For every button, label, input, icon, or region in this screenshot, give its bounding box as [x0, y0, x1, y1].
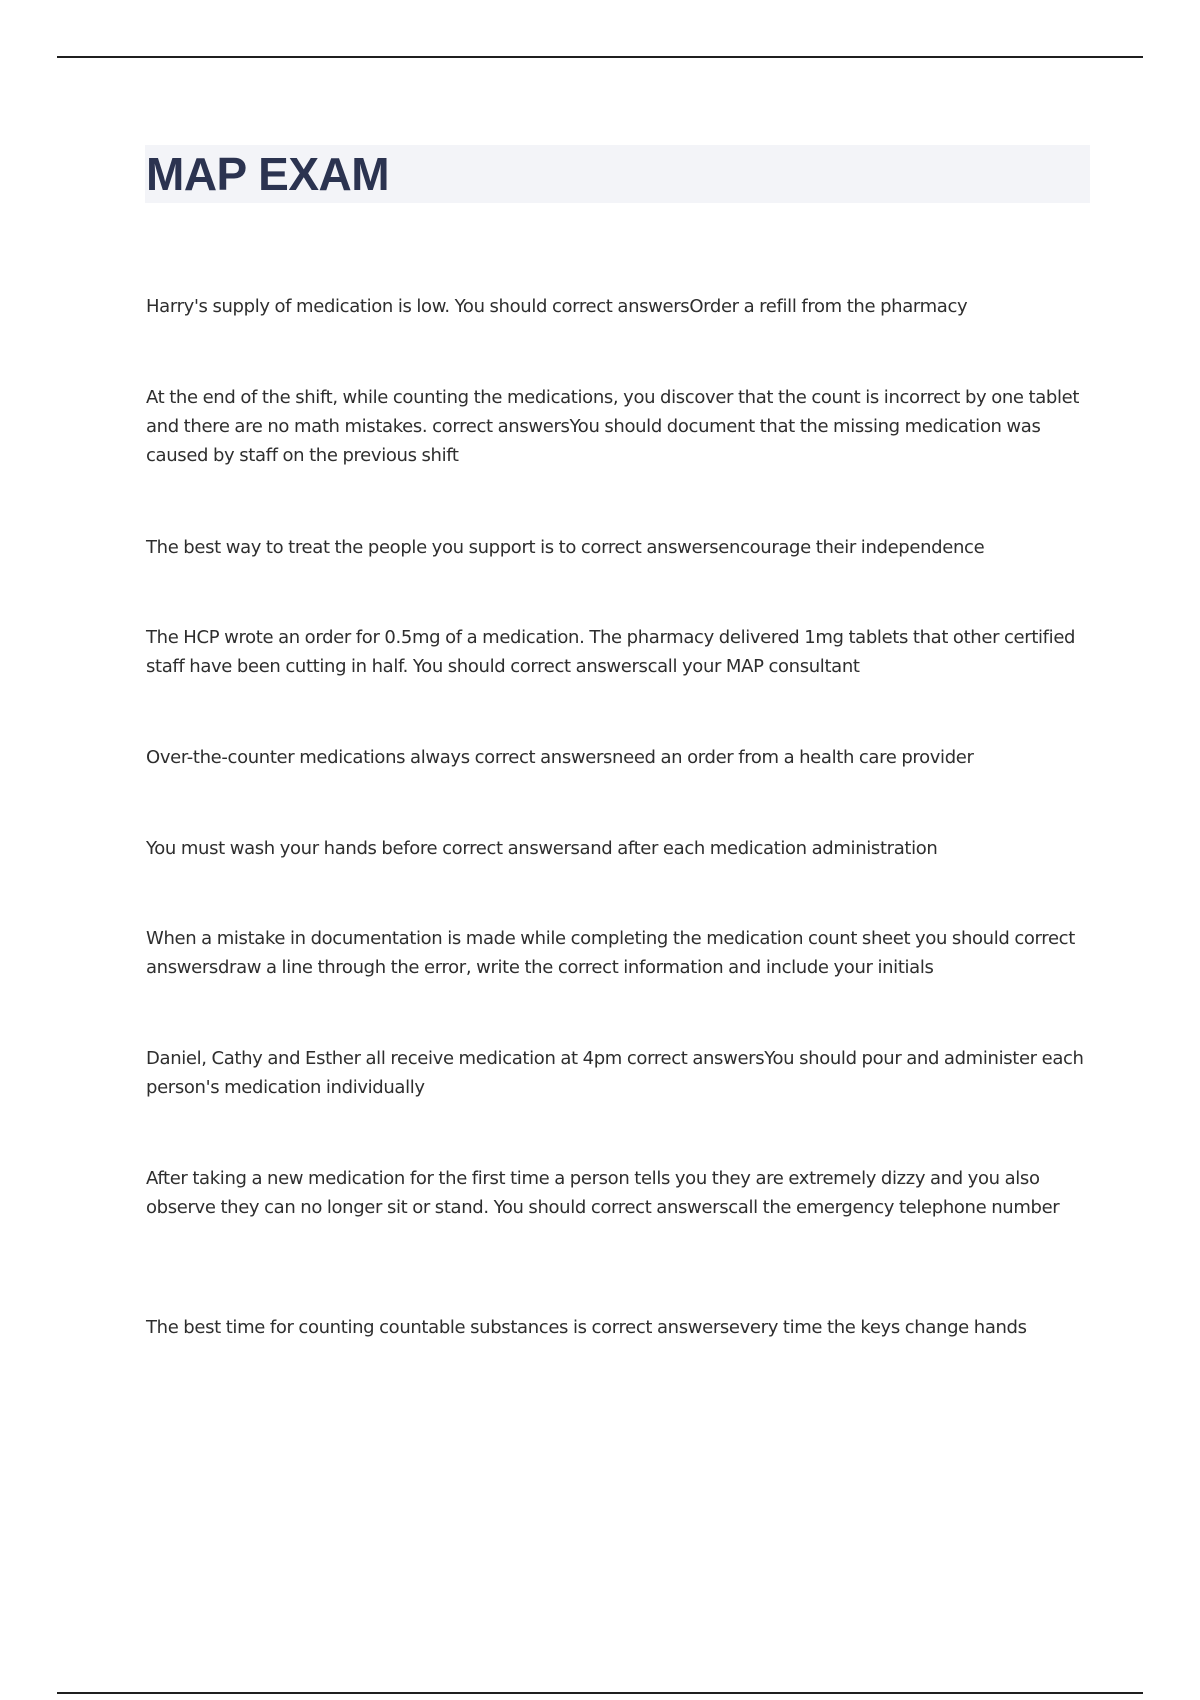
answer-marker: correct answers — [432, 416, 570, 437]
question-text: After taking a new medication for the first time a person tells you they are extremely dizzy and you also observe they can no longer sit or stand. You should — [146, 1168, 1040, 1218]
qa-item — [146, 834, 1086, 863]
top-rule — [57, 56, 1143, 58]
question-text: The best time for counting countable substances is — [146, 1317, 587, 1338]
answer-text: You should pour and administer each person's medication individually — [146, 1048, 1084, 1098]
answer-text: encourage their independence — [718, 537, 985, 558]
answer-marker: correct answers — [591, 1317, 729, 1338]
answer-marker: correct answers — [442, 838, 580, 859]
question-text: Harry's supply of medication is low. You should — [146, 296, 548, 317]
question-text: The best way to treat the people you support is to — [146, 537, 577, 558]
answer-marker: correct answers — [146, 928, 1075, 978]
answer-text: draw a line through the error, write the correct information and include your initials — [217, 957, 934, 978]
qa-item — [146, 1313, 1086, 1342]
question-text: Over-the-counter medications always — [146, 747, 470, 768]
question-text: Daniel, Cathy and Esther all receive medication at 4pm — [146, 1048, 622, 1069]
qa-item — [146, 292, 1086, 321]
answer-text: every time the keys change hands — [728, 1317, 1027, 1338]
answer-marker: correct answers — [474, 747, 613, 768]
question-text: At the end of the shift, while counting the medications, you discover that the count is incorrect by one tablet and there are no math mistakes. — [146, 387, 1080, 437]
qa-item — [146, 1044, 1086, 1102]
answer-text: call your MAP consultant — [647, 656, 860, 677]
answer-marker: correct answers — [590, 1197, 729, 1218]
qa-item — [146, 743, 1086, 772]
answer-marker: correct answers — [510, 656, 648, 677]
question-text: You must wash your hands before — [146, 838, 438, 859]
answer-text: call the emergency telephone number — [728, 1197, 1060, 1218]
qa-item — [146, 1164, 1086, 1222]
answer-text: Order a refill from the pharmacy — [689, 296, 968, 317]
page-title: MAP EXAM — [146, 148, 390, 200]
qa-item — [146, 533, 1086, 562]
bottom-rule — [57, 1692, 1143, 1694]
question-text: When a mistake in documentation is made while completing the medication count sheet you should — [146, 928, 1010, 949]
answer-text: and after each medication administration — [579, 838, 938, 859]
qa-item — [146, 924, 1086, 982]
answer-text: need an order from a health care provider — [612, 747, 974, 768]
answer-marker: correct answers — [580, 537, 719, 558]
qa-item — [146, 383, 1086, 470]
qa-item — [146, 623, 1086, 681]
answer-text: You should document that the missing medication was caused by staff on the previous shift — [146, 416, 1041, 466]
answer-marker: correct answers — [551, 296, 690, 317]
question-text: The HCP wrote an order for 0.5mg of a medication. The pharmacy delivered 1mg tablets that other certified staff have been cutting in half. You should — [146, 627, 1076, 677]
answer-marker: correct answers — [626, 1048, 765, 1069]
